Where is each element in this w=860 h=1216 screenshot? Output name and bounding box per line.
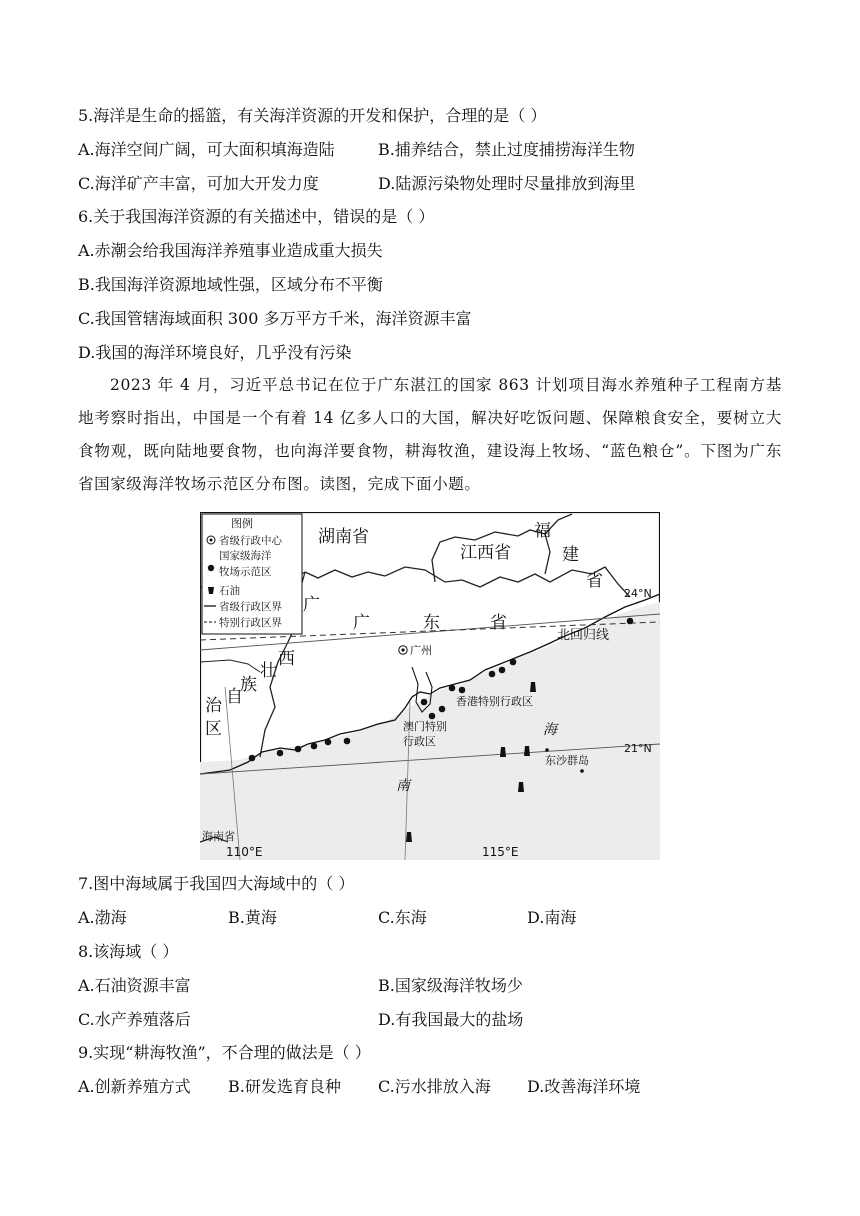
- q6-option-b: B.我国海洋资源地域性强，区域分布不平衡: [78, 275, 383, 294]
- q7-stem: 7.图中海域属于我国四大海域中的（ ）: [78, 874, 355, 893]
- q6-option-d: D.我国的海洋环境良好，几乎没有污染: [78, 343, 352, 362]
- label-guangxi-6: 治: [205, 696, 222, 716]
- ranch-marker: [489, 671, 496, 678]
- q5-option-b: B.捕养结合，禁止过度捕捞海洋生物: [378, 140, 635, 159]
- ranch-marker: [449, 685, 456, 692]
- q5-option-a: A.海洋空间广阔，可大面积填海造陆: [78, 140, 335, 159]
- oil-icon: [524, 746, 530, 756]
- label-macao-line1: 澳门特别: [403, 720, 447, 733]
- label-guangzhou: 广州: [410, 644, 432, 657]
- oil-icon: [518, 782, 524, 792]
- q8-option-c: C.水产养殖落后: [78, 1010, 191, 1029]
- q5-option-c: C.海洋矿产丰富，可加大开发力度: [78, 174, 319, 193]
- guangdong-marine-ranch-map: [200, 512, 660, 860]
- ranch-marker: [344, 738, 351, 745]
- label-guangdong-1: 广: [353, 613, 370, 633]
- ranch-marker: [510, 659, 517, 666]
- legend-capital: 省级行政中心: [219, 535, 282, 547]
- q7-option-b: B.黄海: [228, 908, 277, 927]
- legend-oil: 石油: [219, 585, 240, 597]
- label-hongkong: 香港特别行政区: [456, 695, 533, 708]
- label-tropic: 北回归线: [557, 628, 610, 643]
- label-fujian-1: 福: [534, 521, 551, 541]
- ranch-marker: [249, 755, 256, 762]
- oil-icon: [208, 587, 214, 594]
- ranch-marker: [459, 687, 466, 694]
- q8-option-d: D.有我国最大的盐场: [378, 1010, 524, 1029]
- label-guangxi-2: 西: [278, 649, 295, 669]
- label-macao-line2: 行政区: [403, 735, 436, 748]
- oil-icon: [500, 747, 506, 757]
- q5-stem: 5.海洋是生命的摇篮，有关海洋资源的开发和保护，合理的是（ ）: [78, 106, 547, 125]
- q7-option-a: A.渤海: [78, 908, 127, 927]
- label-dongsha: 东沙群岛: [545, 754, 589, 767]
- legend-ranch-line2: 牧场示范区: [219, 566, 272, 578]
- q8-option-a: A.石油资源丰富: [78, 976, 191, 995]
- label-jiangxi: 江西省: [460, 543, 511, 563]
- q9-stem: 9.实现“耕海牧渔”，不合理的做法是（ ）: [78, 1043, 371, 1062]
- label-guangdong-3: 省: [490, 613, 507, 633]
- ranch-marker: [421, 699, 428, 706]
- label-guangxi-1: 广: [303, 595, 320, 615]
- q6-option-c: C.我国管辖海域面积 300 多万平方千米，海洋资源丰富: [78, 309, 472, 328]
- label-guangxi-5: 自: [226, 687, 243, 707]
- oil-icon: [406, 832, 412, 842]
- q9-option-d: D.改善海洋环境: [527, 1077, 641, 1096]
- q7-option-c: C.东海: [378, 908, 427, 927]
- legend-sar-border: 特别行政区界: [219, 617, 282, 629]
- q6-stem: 6.关于我国海洋资源的有关描述中，错误的是（ ）: [78, 207, 435, 226]
- label-lat-24: 24°N: [624, 587, 652, 600]
- reading-passage: 2023 年 4 月，习近平总书记在位于广东湛江的国家 863 计划项目海水养殖种子工程南方基地考察时指出，中国是一个有着 14 亿多人口的大国，解决好吃饭问题、保障粮食安全，要树立大食物观，既向陆地要食物，也向海洋要食物，耕海牧渔，建设海上牧场、“蓝色粮仓”。下图为广东省国家级海洋牧场示范区分布图。读图，完成下面小题。: [78, 376, 782, 493]
- ranch-marker: [439, 706, 446, 713]
- legend-prov-border: 省级行政区界: [219, 601, 282, 613]
- q7-option-d: D.南海: [527, 908, 577, 927]
- ranch-marker: [325, 739, 332, 746]
- label-guangdong-2: 东: [423, 613, 440, 633]
- ranch-marker: [295, 746, 302, 753]
- label-fujian-2: 建: [562, 545, 579, 565]
- label-hainan: 海南省: [202, 830, 235, 843]
- legend-title: 图例: [231, 517, 253, 530]
- ranch-marker: [429, 713, 436, 720]
- q8-stem: 8.该海域（ ）: [78, 942, 179, 961]
- label-sea-1: 海: [543, 722, 557, 738]
- label-lon-110: 110°E: [226, 845, 263, 859]
- label-sea-2: 南: [396, 778, 410, 794]
- label-lon-115: 115°E: [482, 845, 519, 859]
- label-guangxi-3: 壮: [260, 661, 277, 681]
- legend-ranch-line1: 国家级海洋: [219, 550, 272, 562]
- q5-option-d: D.陆源污染物处理时尽量排放到海里: [378, 174, 636, 193]
- oil-icon: [530, 682, 536, 692]
- q8-option-b: B.国家级海洋牧场少: [378, 976, 523, 995]
- q9-option-a: A.创新养殖方式: [78, 1077, 191, 1096]
- label-lat-21: 21°N: [624, 742, 652, 755]
- label-hunan: 湖南省: [318, 527, 369, 547]
- ranch-marker: [311, 743, 318, 750]
- q9-option-b: B.研发选育良种: [228, 1077, 341, 1096]
- ranch-marker: [499, 667, 506, 674]
- ranch-marker: [277, 750, 284, 757]
- ranch-marker: [627, 618, 634, 625]
- q9-option-c: C.污水排放入海: [378, 1077, 491, 1096]
- label-guangxi-7: 区: [205, 719, 222, 739]
- label-fujian-3: 省: [586, 571, 603, 591]
- label-guangxi-4: 族: [240, 675, 257, 695]
- q6-option-a: A.赤潮会给我国海洋养殖事业造成重大损失: [78, 241, 383, 260]
